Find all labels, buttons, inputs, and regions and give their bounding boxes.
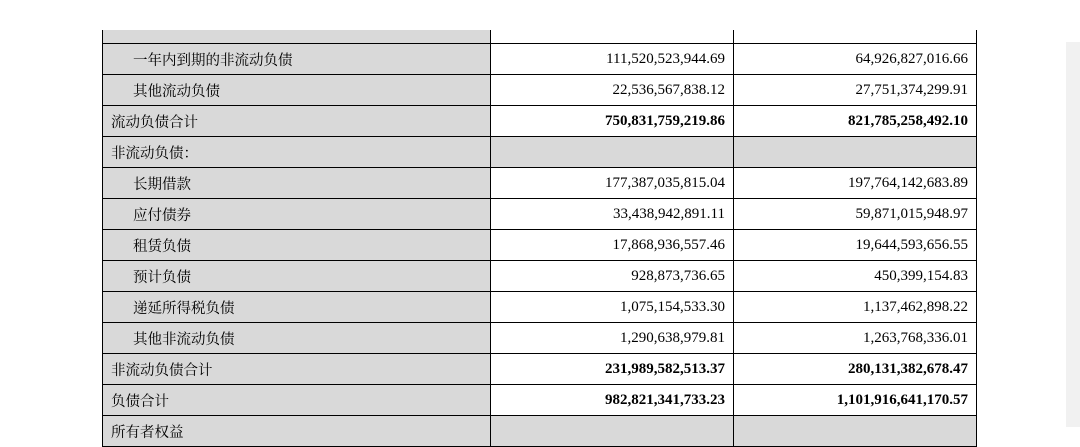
prior-period-value [734, 30, 977, 44]
current-period-value: 231,989,582,513.37 [491, 354, 734, 385]
table-row-cut [103, 30, 977, 44]
row-label: 其他非流动负债 [103, 323, 491, 354]
current-period-value: 750,831,759,219.86 [491, 106, 734, 137]
current-period-value: 111,520,523,944.69 [491, 44, 734, 75]
prior-period-value: 1,101,916,641,170.57 [734, 385, 977, 416]
prior-period-value: 1,263,768,336.01 [734, 323, 977, 354]
section-header-row [103, 416, 977, 447]
prior-period-value: 1,137,462,898.22 [734, 292, 977, 323]
current-period-value: 1,290,638,979.81 [491, 323, 734, 354]
section-label: 所有者权益 [103, 416, 491, 447]
subtotal-row [103, 106, 977, 137]
prior-period-value: 821,785,258,492.10 [734, 106, 977, 137]
table-row [103, 44, 977, 75]
empty-cell [491, 137, 734, 168]
empty-cell [734, 416, 977, 447]
table-row [103, 323, 977, 354]
prior-period-value: 64,926,827,016.66 [734, 44, 977, 75]
prior-period-value: 27,751,374,299.91 [734, 75, 977, 106]
current-period-value: 33,438,942,891.11 [491, 199, 734, 230]
row-label: 负债合计 [103, 385, 491, 416]
row-label [103, 30, 491, 44]
current-period-value: 17,868,936,557.46 [491, 230, 734, 261]
scrollbar-track[interactable] [1066, 42, 1080, 427]
row-label: 一年内到期的非流动负债 [103, 44, 491, 75]
prior-period-value: 19,644,593,656.55 [734, 230, 977, 261]
row-label: 应付债券 [103, 199, 491, 230]
row-label: 长期借款 [103, 168, 491, 199]
section-label: 非流动负债： [103, 137, 491, 168]
table-row [103, 199, 977, 230]
row-label: 流动负债合计 [103, 106, 491, 137]
prior-period-value: 450,399,154.83 [734, 261, 977, 292]
table-row [103, 230, 977, 261]
table-row [103, 75, 977, 106]
empty-cell [734, 137, 977, 168]
current-period-value: 982,821,341,733.23 [491, 385, 734, 416]
prior-period-value: 197,764,142,683.89 [734, 168, 977, 199]
current-period-value: 22,536,567,838.12 [491, 75, 734, 106]
current-period-value: 1,075,154,533.30 [491, 292, 734, 323]
section-header-row [103, 137, 977, 168]
row-label: 非流动负债合计 [103, 354, 491, 385]
empty-cell [491, 416, 734, 447]
row-label: 其他流动负债 [103, 75, 491, 106]
row-label: 预计负债 [103, 261, 491, 292]
current-period-value: 928,873,736.65 [491, 261, 734, 292]
total-row [103, 385, 977, 416]
current-period-value [491, 30, 734, 44]
prior-period-value: 59,871,015,948.97 [734, 199, 977, 230]
row-label: 递延所得税负债 [103, 292, 491, 323]
table-row [103, 261, 977, 292]
prior-period-value: 280,131,382,678.47 [734, 354, 977, 385]
balance-sheet-table [102, 30, 977, 447]
table-row [103, 292, 977, 323]
table-row [103, 168, 977, 199]
row-label: 租赁负债 [103, 230, 491, 261]
current-period-value: 177,387,035,815.04 [491, 168, 734, 199]
subtotal-row [103, 354, 977, 385]
